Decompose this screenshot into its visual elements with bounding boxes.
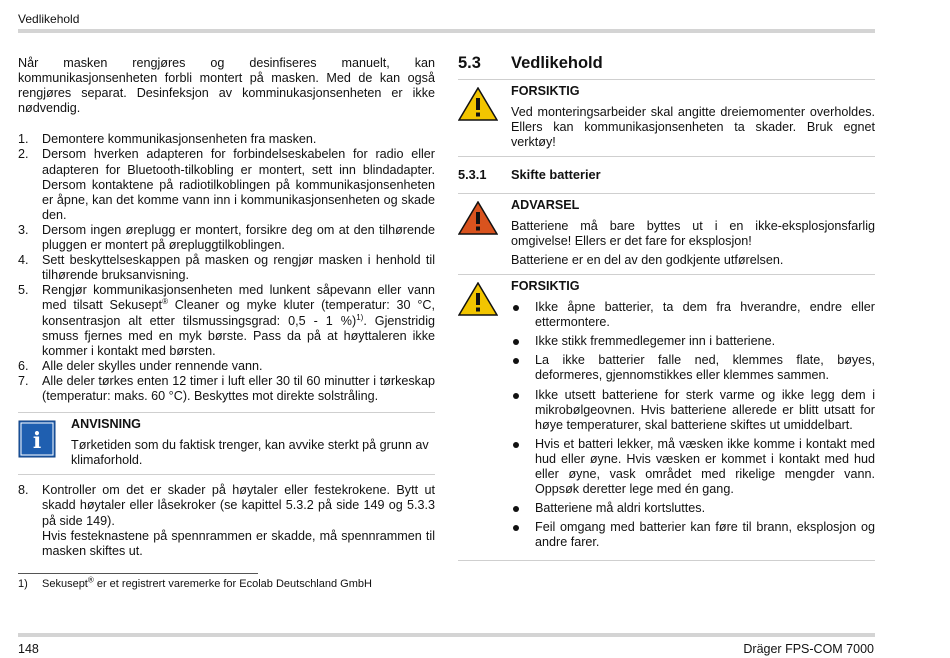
bullet-icon bbox=[513, 305, 519, 311]
note-text: Tørketiden som du faktisk trenger, kan avvike sterkt på grunn av klimaforhold. bbox=[71, 438, 429, 468]
subsection-title: Skifte batterier bbox=[511, 167, 601, 183]
battery-caution-list bbox=[511, 300, 875, 550]
running-header: Vedlikehold bbox=[18, 12, 80, 26]
section-number: 5.3 bbox=[458, 54, 481, 72]
list-item-text: Ikke stikk fremmedlegemer inn i batteriene. bbox=[535, 334, 776, 349]
step-text: Hvis festeknastene på spennrammen er skadde, må spennrammen til masken skiftes ut. bbox=[42, 528, 435, 558]
footnote-rule bbox=[18, 573, 258, 574]
list-item bbox=[511, 300, 875, 330]
step-number: 2. bbox=[18, 147, 29, 162]
list-item bbox=[511, 437, 875, 497]
step-item bbox=[18, 374, 435, 404]
list-item-text: Batteriene må aldri kortsluttes. bbox=[535, 501, 706, 516]
step-text: Alle deler tørkes enten 12 timer i luft eller 30 til 60 minutter i tørkeskap (temperatur: maks. 60 °C). Beskyttes mot direkte solstråling. bbox=[42, 373, 435, 403]
warning-title: ADVARSEL bbox=[511, 197, 580, 212]
caution-box bbox=[458, 274, 875, 562]
footer-rule bbox=[18, 633, 875, 637]
intro-paragraph: Når masken rengjøres og desinfiseres manuelt, kan kommunikasjonsenheten forbli montert på masken. Med de kan også rengjøres separat. Desinfeksjon av komminukasjonsenheten er ikke nødvendig. bbox=[18, 56, 435, 116]
list-item bbox=[511, 520, 875, 550]
caution-box bbox=[458, 79, 875, 157]
step-number: 8. bbox=[18, 483, 29, 498]
note-title: ANVISNING bbox=[71, 417, 141, 432]
inspection-step bbox=[18, 483, 435, 558]
step-text: Cleaner og myke kluter (temperatur: 30 °C, konsentrasjon alt etter tilsmussingsgrad: 0,5 - 1 %) bbox=[42, 298, 435, 328]
section-heading bbox=[458, 56, 875, 71]
list-item bbox=[511, 334, 875, 349]
subsection-heading bbox=[458, 167, 875, 182]
bullet-icon bbox=[513, 506, 519, 512]
bullet-icon bbox=[513, 442, 519, 448]
section-title: Vedlikehold bbox=[511, 54, 603, 72]
warning-triangle-icon bbox=[458, 201, 498, 239]
step-number: 5. bbox=[18, 283, 29, 298]
list-item-text: La ikke batterier falle ned, klemmes flate, bøyes, deformeres, gjennomstikkes eller klemmes sammen. bbox=[535, 353, 875, 383]
warning-text: Batteriene må bare byttes ut i en ikke-eksplosjonsfarlig omgivelse! Ellers er det fare for eksplosjon! bbox=[511, 218, 875, 248]
caution-text: Ved monteringsarbeider skal angitte dreiemomenter overholdes. Ellers kan kommunikasjonsenheten ta skader. Bruk egnet verktøy! bbox=[511, 105, 875, 150]
right-column bbox=[458, 56, 875, 561]
step-number: 4. bbox=[18, 253, 29, 268]
list-item-text: Ikke utsett batteriene for sterk varme og ikke legg dem i mikrobølgeovnen. Hvis batteriene allerede er blitt utsatt for høye temperaturer, skal batteriene skiftes ut umiddelbart. bbox=[535, 387, 875, 432]
step-number: 7. bbox=[18, 373, 29, 388]
step-item bbox=[18, 283, 435, 358]
list-item bbox=[511, 388, 875, 433]
product-name: Dräger FPS-COM 7000 bbox=[743, 642, 874, 656]
step-item bbox=[18, 132, 435, 147]
info-icon bbox=[18, 420, 56, 462]
step-text: Sett beskyttelseskappen på masken og rengjør masken i henhold til tilhørende bruksanvisning. bbox=[42, 253, 435, 283]
registered-mark: ® bbox=[87, 575, 94, 585]
footnote-text: Sekusept bbox=[42, 577, 88, 590]
step-item bbox=[18, 253, 435, 283]
registered-mark: ® bbox=[162, 297, 168, 307]
caution-triangle-icon bbox=[458, 282, 498, 320]
list-item-text: Feil omgang med batterier kan føre til brann, eksplosjon og andre farer. bbox=[535, 520, 875, 550]
step-item bbox=[18, 223, 435, 253]
step-number: 3. bbox=[18, 222, 29, 237]
left-column bbox=[18, 56, 435, 592]
step-text: Kontroller om det er skader på høytaler eller festekrokene. Bytt ut skadd høytaler eller låsekroker (se kapittel 5.3.2 på side 149 og 5.3.3 på side 149). bbox=[42, 483, 435, 528]
caution-triangle-icon bbox=[458, 87, 498, 125]
page-number: 148 bbox=[18, 642, 39, 656]
footnote-text: er et registrert varemerke for Ecolab Deutschland GmbH bbox=[93, 577, 372, 590]
caution-title: FORSIKTIG bbox=[511, 278, 580, 293]
footnote-ref: 1) bbox=[356, 312, 364, 322]
warning-box bbox=[458, 193, 875, 274]
cleaning-steps bbox=[18, 132, 435, 404]
footnote-number: 1) bbox=[18, 577, 28, 590]
list-item bbox=[511, 501, 875, 516]
step-text: Dersom hverken adapteren for forbindelseskabelen for radio eller adapteren for Bluetooth-tilkobling er montert, sett inn blindadapter. Dersom kontaktene på radiotilkoblingen på kommunikasjonsenheten er åpne, kan det komme vann inn i kommunikasjonsenheten og skade den. bbox=[42, 147, 435, 222]
header-rule bbox=[18, 29, 875, 33]
svg-text:i: i bbox=[32, 428, 42, 455]
list-item-text: Hvis et batteri lekker, må væsken ikke komme i kontakt med hud eller øyne. Hvis væsken er kommet i kontakt med hud eller øyne, vask området med rikelige mengder vann. Oppsøk deretter lege med én gang. bbox=[535, 436, 875, 497]
warning-text: Batteriene er en del av den godkjente utførelsen. bbox=[511, 252, 784, 267]
bullet-icon bbox=[513, 525, 519, 531]
step-text: Demontere kommunikasjonsenheten fra masken. bbox=[42, 132, 317, 147]
step-text: Alle deler skylles under rennende vann. bbox=[42, 358, 263, 373]
footnote bbox=[18, 577, 435, 592]
bullet-icon bbox=[513, 393, 519, 399]
subsection-number: 5.3.1 bbox=[458, 167, 487, 183]
bullet-icon bbox=[513, 358, 519, 364]
step-text: Dersom ingen øreplugg er montert, forsikre deg om at den tilhørende pluggen er montert på ørepluggtilkoblingen. bbox=[42, 222, 435, 253]
step-text: . Gjenstridig smuss fjernes med en myk børste. Pass da på at høyttaleren ikke kommer i kontakt med børsten. bbox=[42, 313, 435, 358]
step-number: 1. bbox=[18, 132, 29, 147]
list-item bbox=[511, 353, 875, 383]
caution-title: FORSIKTIG bbox=[511, 84, 580, 99]
bullet-icon bbox=[513, 339, 519, 345]
step-number: 6. bbox=[18, 358, 29, 373]
list-item-text: Ikke åpne batterier, ta dem fra hverandre, endre eller ettermontere. bbox=[535, 300, 875, 330]
step-item bbox=[18, 147, 435, 222]
step-item bbox=[18, 359, 435, 374]
step-item bbox=[18, 483, 435, 558]
note-box bbox=[18, 412, 435, 475]
step-text: Rengjør kommunikasjonsenheten med lunkent såpevann eller vann med tilsatt Sekusept bbox=[42, 283, 435, 313]
